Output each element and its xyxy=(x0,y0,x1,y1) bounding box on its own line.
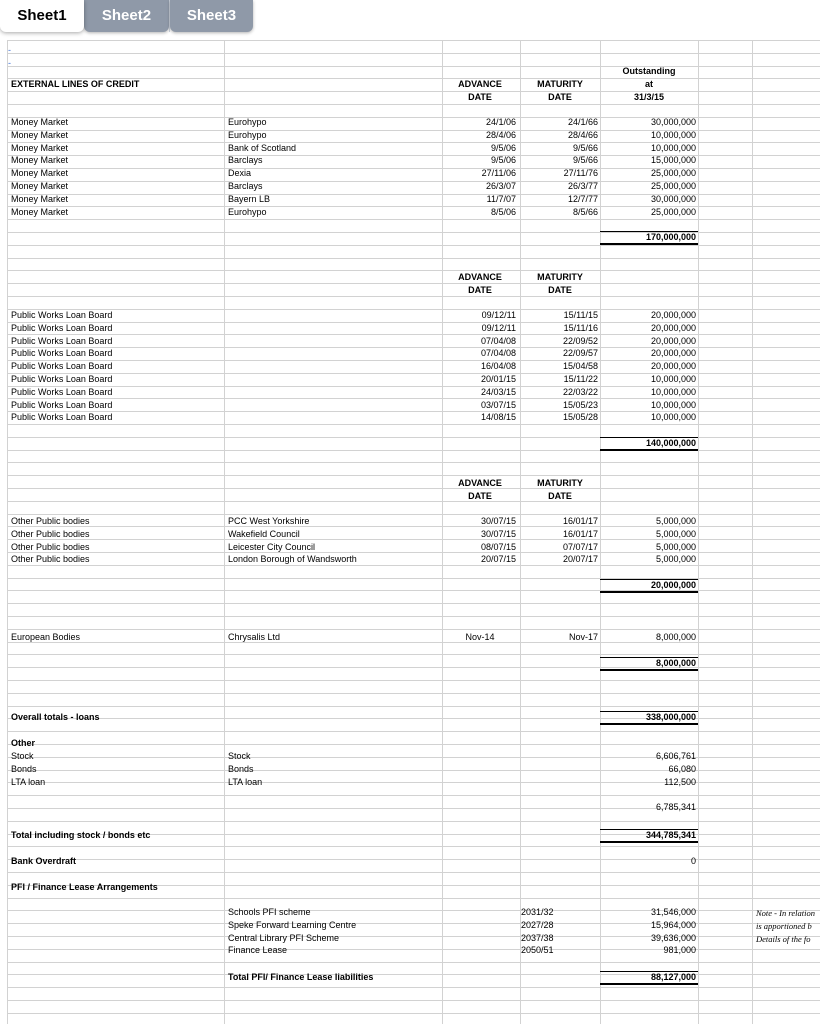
link-marker[interactable]: - xyxy=(8,45,11,55)
spreadsheet-grid[interactable] xyxy=(0,40,820,1024)
row-gridline xyxy=(7,334,820,335)
row-amount[interactable]: 20,000,000 xyxy=(650,322,696,333)
row-gridline xyxy=(7,718,820,719)
row-amount[interactable]: 66,080 xyxy=(668,763,696,774)
row-type[interactable]: Money Market xyxy=(11,142,69,153)
row-amount[interactable]: 6,606,761 xyxy=(655,751,696,761)
european-total[interactable]: 8,000,000 xyxy=(655,658,696,668)
row-gridline xyxy=(7,181,820,182)
row-type[interactable]: Stock xyxy=(11,751,34,761)
row-advance-date[interactable]: 20/07/15 xyxy=(480,554,516,565)
row-lender[interactable]: Eurohypo xyxy=(228,117,267,127)
row-advance-date[interactable]: 11/7/07 xyxy=(486,193,516,204)
overdraft-label[interactable]: Bank Overdraft xyxy=(11,856,77,866)
row-amount[interactable]: 25,000,000 xyxy=(650,168,696,179)
column-gridline xyxy=(752,40,753,1024)
european-lender[interactable]: Chrysalis Ltd xyxy=(228,632,281,642)
row-gridline xyxy=(7,91,820,92)
row-type[interactable]: Public Works Loan Board xyxy=(11,386,113,397)
row-gridline xyxy=(7,910,820,911)
row-amount[interactable]: 981,000 xyxy=(663,945,696,956)
european-maturity[interactable]: Nov-17 xyxy=(568,632,598,642)
row-advance-date[interactable]: 09/12/11 xyxy=(481,322,516,333)
pfi-total[interactable]: 88,127,000 xyxy=(650,972,696,982)
row-type[interactable]: Money Market xyxy=(11,117,69,127)
row-type[interactable]: Money Market xyxy=(11,206,69,217)
total-including-label[interactable]: Total including stock / bonds etc xyxy=(11,830,151,840)
row-amount[interactable]: 31,546,000 xyxy=(650,907,696,917)
row-maturity-date[interactable]: 26/3/77 xyxy=(567,181,598,191)
row-amount[interactable]: 30,000,000 xyxy=(650,193,696,204)
row-maturity-date[interactable]: 20/07/17 xyxy=(562,554,598,565)
row-type[interactable]: Money Market xyxy=(11,155,69,166)
row-gridline xyxy=(7,475,820,476)
row-maturity-date[interactable]: 16/01/17 xyxy=(562,528,598,539)
row-gridline xyxy=(7,245,820,246)
row-lender[interactable]: Bayern LB xyxy=(228,193,271,204)
row-amount[interactable]: 15,964,000 xyxy=(650,919,696,930)
row-gridline xyxy=(7,642,820,643)
date-header: DATE xyxy=(468,491,492,501)
row-gridline xyxy=(7,1013,820,1014)
advance-header: ADVANCE xyxy=(458,79,502,89)
row-year[interactable]: 2037/38 xyxy=(521,932,554,943)
row-maturity-date[interactable]: 07/07/17 xyxy=(562,541,598,552)
row-advance-date[interactable]: 26/3/07 xyxy=(485,181,516,191)
row-maturity-date[interactable]: 12/7/77 xyxy=(567,193,598,204)
row-maturity-date[interactable]: 16/01/17 xyxy=(562,516,598,526)
row-amount[interactable]: 5,000,000 xyxy=(655,541,696,552)
row-maturity-date[interactable]: 24/1/66 xyxy=(567,117,598,127)
row-amount[interactable]: 20,000,000 xyxy=(650,361,696,372)
row-gridline xyxy=(7,808,820,809)
row-gridline xyxy=(7,168,820,169)
date-header: DATE xyxy=(548,92,572,102)
row-lender[interactable]: Barclays xyxy=(228,155,263,166)
row-type[interactable]: Money Market xyxy=(11,193,69,204)
row-maturity-date[interactable]: 27/11/76 xyxy=(563,168,598,179)
row-gridline xyxy=(7,462,820,463)
row-lender[interactable]: Leicester City Council xyxy=(228,541,316,552)
row-gridline xyxy=(7,552,820,553)
row-type[interactable]: Public Works Loan Board xyxy=(11,399,113,410)
row-amount[interactable]: 20,000,000 xyxy=(650,335,696,346)
row-maturity-date[interactable]: 15/11/16 xyxy=(563,322,598,333)
pfi-note[interactable]: Note - In relation xyxy=(756,908,815,918)
outstanding-date-header: 31/3/15 xyxy=(633,92,665,102)
row-desc[interactable]: Central Library PFI Scheme xyxy=(228,932,340,943)
row-gridline xyxy=(7,258,820,259)
row-gridline xyxy=(7,66,820,67)
row-advance-date[interactable]: 03/07/15 xyxy=(480,399,516,410)
row-gridline xyxy=(7,859,820,860)
row-gridline xyxy=(7,270,820,271)
row-gridline xyxy=(7,616,820,617)
row-gridline xyxy=(7,744,820,745)
row-type[interactable]: Money Market xyxy=(11,181,69,191)
row-amount[interactable]: 5,000,000 xyxy=(655,516,696,526)
advance-header: ADVANCE xyxy=(458,272,502,282)
row-advance-date[interactable]: 07/04/08 xyxy=(480,335,516,346)
row-lender[interactable]: Eurohypo xyxy=(228,129,267,140)
european-type[interactable]: European Bodies xyxy=(11,632,81,642)
row-maturity-date[interactable]: 15/11/15 xyxy=(563,310,598,320)
row-gridline xyxy=(7,155,820,156)
row-gridline xyxy=(7,526,820,527)
row-amount[interactable]: 15,000,000 xyxy=(650,155,696,166)
money-market-total[interactable]: 170,000,000 xyxy=(645,232,696,242)
overall-label[interactable]: Overall totals - loans xyxy=(11,712,100,722)
row-desc[interactable]: Finance Lease xyxy=(228,945,288,956)
row-type[interactable]: LTA loan xyxy=(11,776,46,787)
row-gridline xyxy=(7,936,820,937)
row-desc[interactable]: LTA loan xyxy=(228,776,263,787)
column-gridline xyxy=(224,40,225,1024)
row-maturity-date[interactable]: 28/4/66 xyxy=(567,129,598,140)
overall-total[interactable]: 338,000,000 xyxy=(645,712,696,722)
row-gridline xyxy=(7,142,820,143)
date-header: DATE xyxy=(468,285,492,295)
pfi-note[interactable]: is apportioned b xyxy=(756,921,812,931)
row-type[interactable]: Money Market xyxy=(11,129,69,140)
other-heading[interactable]: Other xyxy=(11,738,36,748)
maturity-header: MATURITY xyxy=(537,79,583,89)
row-type[interactable]: Other Public bodies xyxy=(11,528,90,539)
row-advance-date[interactable]: 24/03/15 xyxy=(480,386,516,397)
row-desc[interactable]: Schools PFI scheme xyxy=(228,907,311,917)
date-header: DATE xyxy=(548,285,572,295)
row-advance-date[interactable]: 14/08/15 xyxy=(480,412,516,423)
row-amount[interactable]: 5,000,000 xyxy=(655,554,696,565)
row-lender[interactable]: Wakefield Council xyxy=(228,528,300,539)
date-header: DATE xyxy=(468,92,492,102)
row-maturity-date[interactable]: 9/5/66 xyxy=(572,142,598,153)
row-gridline xyxy=(7,654,820,655)
row-gridline xyxy=(7,565,820,566)
row-gridline xyxy=(7,283,820,284)
row-amount[interactable]: 25,000,000 xyxy=(650,206,696,217)
tab-sheet2[interactable]: Sheet2 xyxy=(84,0,169,32)
european-advance[interactable]: Nov-14 xyxy=(465,632,495,642)
row-gridline xyxy=(7,501,820,502)
row-gridline xyxy=(7,923,820,924)
pfi-heading[interactable]: PFI / Finance Lease Arrangements xyxy=(11,882,158,892)
row-gridline xyxy=(7,872,820,873)
row-gridline xyxy=(7,424,820,425)
row-maturity-date[interactable]: 22/09/57 xyxy=(562,348,598,359)
pfi-note[interactable]: Details of the fo xyxy=(756,934,811,944)
row-advance-date[interactable]: 16/04/08 xyxy=(480,361,516,372)
outstanding-header: Outstanding xyxy=(622,66,676,76)
row-amount[interactable]: 112,500 xyxy=(664,776,696,787)
row-type[interactable]: Public Works Loan Board xyxy=(11,348,113,359)
row-gridline xyxy=(7,104,820,105)
row-type[interactable]: Money Market xyxy=(11,168,69,179)
row-advance-date[interactable]: 24/1/06 xyxy=(485,117,516,127)
sheet-title: EXTERNAL LINES OF CREDIT xyxy=(11,79,140,89)
row-type[interactable]: Other Public bodies xyxy=(11,516,90,526)
pwlb-total[interactable]: 140,000,000 xyxy=(645,438,696,448)
row-advance-date[interactable]: 9/5/06 xyxy=(490,142,516,153)
row-amount[interactable]: 10,000,000 xyxy=(650,399,696,410)
row-desc[interactable]: Bonds xyxy=(228,763,254,774)
row-gridline xyxy=(7,578,820,579)
row-gridline xyxy=(7,232,820,233)
row-advance-date[interactable]: 07/04/08 xyxy=(480,348,516,359)
tab-sheet1[interactable]: Sheet1 xyxy=(0,0,84,32)
row-gridline xyxy=(7,53,820,54)
row-year[interactable]: 2050/51 xyxy=(521,945,554,956)
row-year[interactable]: 2027/28 xyxy=(521,919,554,930)
row-gridline xyxy=(7,590,820,591)
sheet-tab-bar xyxy=(0,0,820,38)
row-gridline xyxy=(7,680,820,681)
row-type[interactable]: Public Works Loan Board xyxy=(11,322,113,333)
row-desc[interactable]: Speke Forward Learning Centre xyxy=(228,919,357,930)
link-marker[interactable]: - xyxy=(8,58,11,68)
row-advance-date[interactable]: 9/5/06 xyxy=(490,155,516,166)
row-gridline xyxy=(7,411,820,412)
row-lender[interactable]: Dexia xyxy=(228,168,252,179)
row-gridline xyxy=(7,821,820,822)
row-maturity-date[interactable]: 15/11/22 xyxy=(563,374,598,384)
row-advance-date[interactable]: 09/12/11 xyxy=(481,310,516,320)
row-maturity-date[interactable]: 22/09/52 xyxy=(562,335,598,346)
row-gridline xyxy=(7,322,820,323)
row-gridline xyxy=(7,962,820,963)
row-gridline xyxy=(7,539,820,540)
row-gridline xyxy=(7,846,820,847)
other-public-total[interactable]: 20,000,000 xyxy=(650,580,696,590)
row-maturity-date[interactable]: 15/05/28 xyxy=(562,412,598,423)
row-maturity-date[interactable]: 22/03/22 xyxy=(562,386,598,397)
row-advance-date[interactable]: 28/4/06 xyxy=(485,129,516,140)
row-type[interactable]: Other Public bodies xyxy=(11,541,90,552)
row-lender[interactable]: Bank of Scotland xyxy=(228,142,297,153)
outstanding-at-header: at xyxy=(644,79,653,89)
row-gridline xyxy=(7,450,820,451)
row-amount[interactable]: 10,000,000 xyxy=(650,386,696,397)
row-advance-date[interactable]: 30/07/15 xyxy=(480,516,516,526)
row-type[interactable]: Public Works Loan Board xyxy=(11,310,113,320)
row-gridline xyxy=(7,219,820,220)
row-maturity-date[interactable]: 9/5/66 xyxy=(572,155,598,166)
row-amount[interactable]: 20,000,000 xyxy=(650,310,696,320)
row-type[interactable]: Bonds xyxy=(11,763,37,774)
row-amount[interactable]: 10,000,000 xyxy=(650,142,696,153)
row-gridline xyxy=(7,603,820,604)
row-type[interactable]: Other Public bodies xyxy=(11,554,90,565)
row-amount[interactable]: 25,000,000 xyxy=(650,181,696,191)
row-gridline xyxy=(7,974,820,975)
row-gridline xyxy=(7,757,820,758)
other-total[interactable]: 6,785,341 xyxy=(655,802,696,812)
row-gridline xyxy=(7,629,820,630)
row-year[interactable]: 2031/32 xyxy=(521,907,554,917)
row-advance-date[interactable]: 27/11/06 xyxy=(481,168,516,179)
row-advance-date[interactable]: 30/07/15 xyxy=(480,528,516,539)
date-header: DATE xyxy=(548,491,572,501)
row-gridline xyxy=(7,1000,820,1001)
row-gridline xyxy=(7,437,820,438)
tab-sheet3[interactable]: Sheet3 xyxy=(170,0,253,32)
row-amount[interactable]: 10,000,000 xyxy=(650,129,696,140)
row-advance-date[interactable]: 20/01/15 xyxy=(480,374,516,384)
row-gridline xyxy=(7,667,820,668)
row-lender[interactable]: London Borough of Wandsworth xyxy=(228,554,357,565)
row-gridline xyxy=(7,770,820,771)
row-gridline xyxy=(7,386,820,387)
row-type[interactable]: Public Works Loan Board xyxy=(11,412,113,423)
row-amount[interactable]: 10,000,000 xyxy=(650,374,696,384)
row-type[interactable]: Public Works Loan Board xyxy=(11,374,113,384)
row-gridline xyxy=(7,117,820,118)
row-amount[interactable]: 39,636,000 xyxy=(650,932,696,943)
maturity-header: MATURITY xyxy=(537,272,583,282)
row-desc[interactable]: Stock xyxy=(228,751,251,761)
row-lender[interactable]: PCC West Yorkshire xyxy=(228,516,310,526)
column-gridline xyxy=(7,40,8,1024)
row-gridline xyxy=(7,194,820,195)
overdraft-amount[interactable]: 0 xyxy=(690,856,696,866)
row-amount[interactable]: 10,000,000 xyxy=(650,412,696,423)
row-gridline xyxy=(7,373,820,374)
row-type[interactable]: Public Works Loan Board xyxy=(11,335,113,346)
row-amount[interactable]: 5,000,000 xyxy=(655,528,696,539)
row-gridline xyxy=(7,398,820,399)
row-gridline xyxy=(7,782,820,783)
row-gridline xyxy=(7,987,820,988)
pfi-total-label[interactable]: Total PFI/ Finance Lease liabilities xyxy=(228,972,374,982)
row-maturity-date[interactable]: 15/05/23 xyxy=(562,399,598,410)
row-gridline xyxy=(7,731,820,732)
row-gridline xyxy=(7,130,820,131)
row-gridline xyxy=(7,40,820,41)
row-gridline xyxy=(7,206,820,207)
column-gridline xyxy=(698,40,699,1024)
row-gridline xyxy=(7,898,820,899)
advance-header: ADVANCE xyxy=(458,478,502,488)
row-gridline xyxy=(7,488,820,489)
row-lender[interactable]: Barclays xyxy=(228,181,263,191)
row-gridline xyxy=(7,309,820,310)
row-amount[interactable]: 20,000,000 xyxy=(650,348,696,359)
row-gridline xyxy=(7,706,820,707)
row-advance-date[interactable]: 8/5/06 xyxy=(490,206,516,217)
row-advance-date[interactable]: 08/07/15 xyxy=(480,541,516,552)
row-gridline xyxy=(7,693,820,694)
maturity-header: MATURITY xyxy=(537,478,583,488)
row-gridline xyxy=(7,296,820,297)
row-maturity-date[interactable]: 15/04/58 xyxy=(562,361,598,372)
row-gridline xyxy=(7,949,820,950)
row-gridline xyxy=(7,347,820,348)
row-type[interactable]: Public Works Loan Board xyxy=(11,361,113,372)
row-amount[interactable]: 30,000,000 xyxy=(650,117,696,127)
row-gridline xyxy=(7,514,820,515)
total-including-value[interactable]: 344,785,341 xyxy=(645,830,696,840)
row-maturity-date[interactable]: 8/5/66 xyxy=(572,206,598,217)
row-lender[interactable]: Eurohypo xyxy=(228,206,267,217)
row-gridline xyxy=(7,360,820,361)
european-amount[interactable]: 8,000,000 xyxy=(655,632,696,642)
row-gridline xyxy=(7,795,820,796)
